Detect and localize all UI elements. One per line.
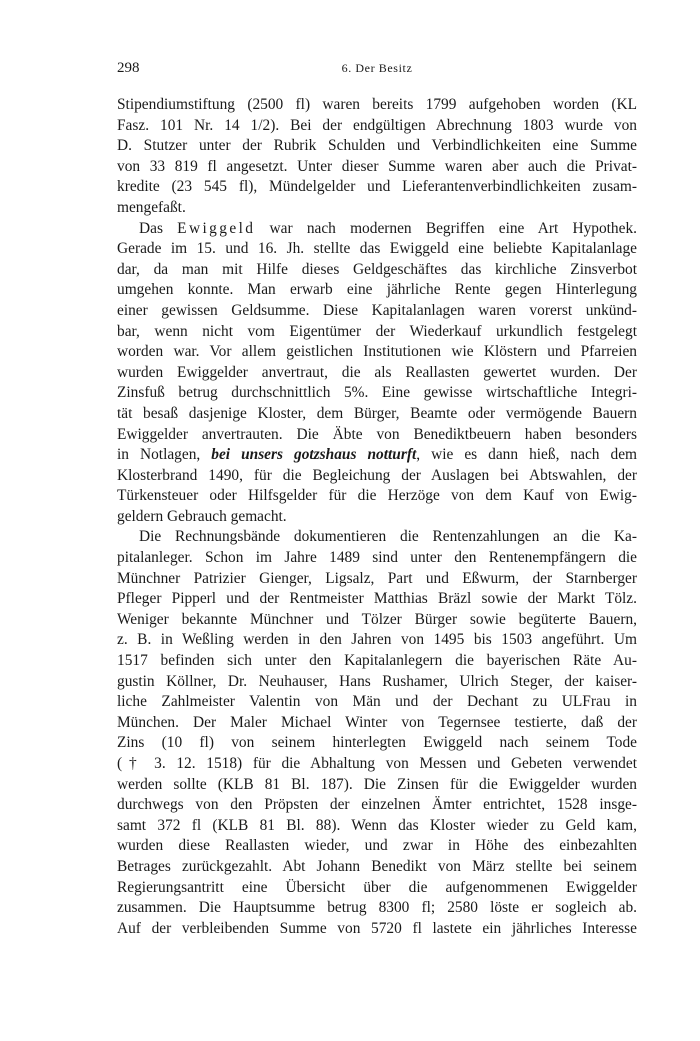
- body-text: [117, 95, 637, 939]
- running-head: 6. Der Besitz: [341, 61, 413, 75]
- text-line: pitalanleger. Schon im Jahre 1489 sind unter den Rentenempfängern die: [117, 549, 637, 567]
- text-line: dar, da man mit Hilfe dieses Geldgeschäftes das kirchliche Zinsverbot: [117, 260, 637, 278]
- text-line: († 3. 12. 1518) für die Abhaltung von Messen und Gebeten verwendet: [117, 755, 637, 772]
- text-line: D. Stutzer unter der Rubrik Schulden und Verbindlichkeiten eine Summe: [117, 137, 637, 155]
- text-line: einer gewissen Geldsumme. Diese Kapitalanlagen waren vorerst unkünd-: [117, 301, 637, 319]
- text-line: Fasz. 101 Nr. 14 1/2). Bei der endgültigen Abrechnung 1803 wurde von: [117, 116, 637, 134]
- text-line: Türkensteuer oder Hilfsgelder für die Herzöge von dem Kauf von Ewig-: [117, 487, 637, 505]
- text-fragment: in Notlagen,: [117, 446, 212, 464]
- page-number: 298: [117, 60, 140, 76]
- text-line: kredite (23 545 fl), Mündelgelder und Lieferantenverbindlichkeiten zusam-: [117, 178, 637, 196]
- text-line: Weniger bekannte Münchner und Tölzer Bürger sowie begüterte Bauern,: [117, 610, 637, 628]
- text-line: wurden Ewiggelder anvertraut, die als Reallasten gewertet wurden. Der: [117, 363, 637, 381]
- text-fragment: war nach modernen Begriffen eine Art Hypothek.: [255, 219, 637, 237]
- text-line: z. B. in Weßling werden in den Jahren von 1495 bis 1503 angeführt. Um: [117, 631, 637, 649]
- text-line: Regierungsantritt eine Übersicht über die aufgenommenen Ewiggelder: [117, 878, 637, 896]
- text-line: München. Der Maler Michael Winter von Tegernsee testierte, daß der: [117, 713, 637, 731]
- text-line: Ewiggelder anvertrauten. Die Äbte von Benediktbeuern haben besonders: [117, 425, 637, 443]
- text-line: Zinsfuß betrug durchschnittlich 5%. Eine gewisse wirtschaftliche Integri-: [117, 384, 637, 402]
- text-line: umgehen konnte. Man erwarb eine jährliche Rente gegen Hinterlegung: [117, 281, 637, 299]
- text-fragment: , wie es dann hieß, nach dem: [416, 446, 637, 464]
- text-line: Gerade im 15. und 16. Jh. stellte das Ewiggeld eine beliebte Kapitalanlage: [117, 240, 637, 258]
- text-line: durchwegs von den Pröpsten der einzelnen Ämter entrichtet, 1528 insge-: [117, 796, 637, 814]
- spaced-term: Ewiggeld: [177, 219, 256, 237]
- text-line: werden sollte (KLB 81 Bl. 187). Die Zinsen für die Ewiggelder wurden: [117, 775, 637, 793]
- text-line: [117, 219, 637, 240]
- text-line: wurden diese Reallasten wieder, und zwar in Höhe des einbezahlten: [117, 837, 637, 855]
- text-line: liche Zahlmeister Valentin von Män und der Dechant zu ULFrau in: [117, 693, 637, 711]
- italic-quote: bei unsers gotzshaus notturft: [211, 446, 417, 464]
- text-line: 1517 befinden sich unter den Kapitalanlegern die bayerischen Räte Au-: [117, 652, 637, 670]
- text-line: worden war. Vor allem geistlichen Institutionen wie Klöstern und Pfarreien: [117, 343, 637, 361]
- text-line: Betrages zurückgezahlt. Abt Johann Benedikt von März stellte bei seinem: [117, 857, 637, 875]
- text-line: Auf der verbleibenden Summe von 5720 fl lastete ein jährliches Interesse: [117, 919, 637, 937]
- text-line: Zins (10 fl) von seinem hinterlegten Ewiggeld nach seinem Tode: [117, 734, 637, 752]
- text-line: [117, 445, 637, 466]
- text-line: mengefaßt.: [117, 198, 186, 216]
- text-line: von 33 819 fl angesetzt. Unter dieser Summe waren aber auch die Privat-: [117, 157, 637, 175]
- text-line: gustin Köllner, Dr. Neuhauser, Hans Rushamer, Ulrich Steger, der kaiser-: [117, 672, 637, 690]
- text-line: Pfleger Pipperl und der Rentmeister Matthias Bräzl sowie der Markt Tölz.: [117, 590, 637, 608]
- text-line: bar, wenn nicht vom Eigentümer der Wiederkauf urkundlich festgelegt: [117, 322, 637, 340]
- text-line: Münchner Patrizier Gienger, Ligsalz, Part und Eßwurm, der Starnberger: [117, 569, 637, 587]
- text-line: Die Rechnungsbände dokumentieren die Rentenzahlungen an die Ka-: [139, 528, 637, 546]
- page-header: [117, 60, 637, 84]
- text-line: Klosterbrand 1490, für die Begleichung der Auslagen bei Abtswahlen, der: [117, 466, 637, 484]
- text-line: tät besaß dasjenige Kloster, dem Bürger, Beamte oder vermögende Bauern: [117, 404, 637, 422]
- text-line: zusammen. Die Hauptsumme betrug 8300 fl; 2580 löste er sogleich ab.: [117, 899, 637, 917]
- text-fragment: Das: [139, 219, 178, 237]
- text-line: geldern Gebrauch gemacht.: [117, 507, 287, 525]
- text-line: Stipendiumstiftung (2500 fl) waren bereits 1799 aufgehoben worden (KL: [117, 96, 637, 113]
- text-line: samt 372 fl (KLB 81 Bl. 88). Wenn das Kloster wieder zu Geld kam,: [117, 816, 637, 834]
